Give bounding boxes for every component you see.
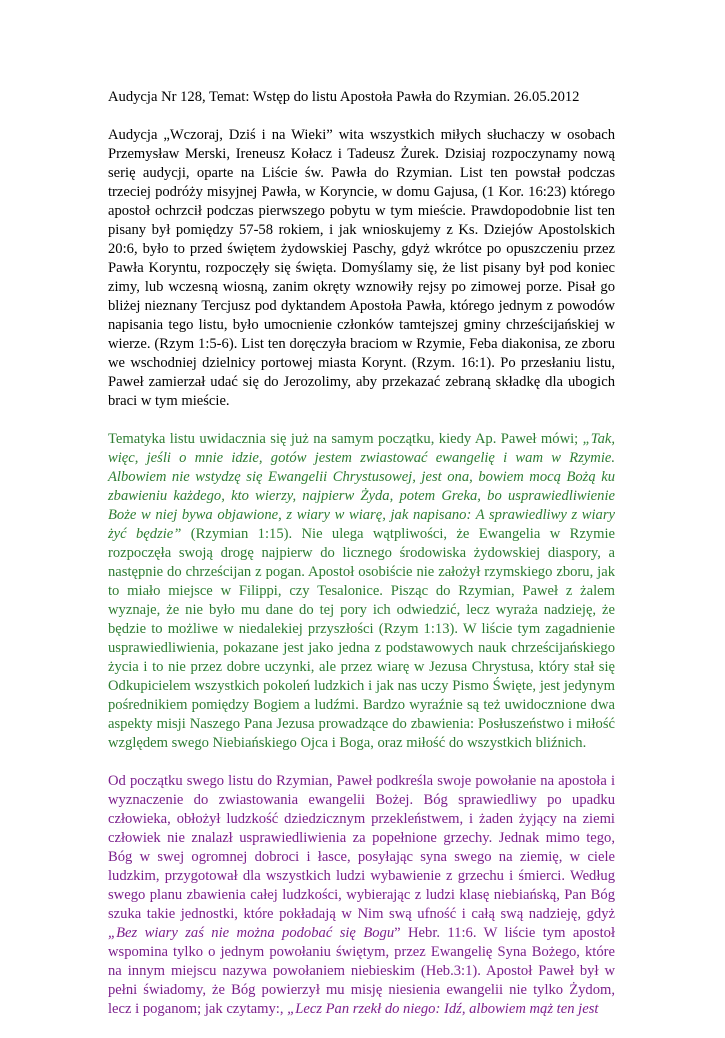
scripture-quote-hebrews: „Bez wiary zaś nie można podobać się Bogu xyxy=(108,925,395,941)
paragraph-theme xyxy=(108,430,615,753)
scripture-quote-romans: „Tak, więc, jeśli o mnie idzie, gotów jestem zwiastować ewangelię i wam w Rzymie. Albowiem nie wstydzę się Ewangelii Chrystusowej, jest ona, bowiem mocą Bożą ku zbawieniu każdego, kto wierzy, najpierw Żyda, potem Greka, bo usprawiedliwienie Boże w niej bywa objawione, z wiary w wiarę, jak napisano: A sprawiedliwy z wiary żyć będzie” xyxy=(108,431,615,542)
document-page xyxy=(108,88,615,1038)
scripture-quote-acts: „Lecz Pan rzekł do niego: Idź, albowiem mąż ten jest xyxy=(287,1001,599,1017)
paragraph-theme-text-1: Tematyka listu uwidacznia się już na samym początku, kiedy Ap. Paweł mówi; xyxy=(108,431,583,447)
paragraph-intro: Audycja „Wczoraj, Dziś i na Wieki” wita wszystkich miłych słuchaczy w osobach Przemysław Merski, Ireneusz Kołacz i Tadeusz Żurek. Dzisiaj rozpoczynamy nową serię audycji, oparte na Liście św. Pawła do Rzymian. List ten powstał podczas trzeciej podróży misyjnej Pawła, w Koryncie, w domu Gajusa, (1 Kor. 16:23) którego apostoł ochrzcił podczas pierwszego pobytu w tym mieście. Prawdopodobnie list ten pisany był pomiędzy 57-58 rokiem, i jak wnioskujemy z Ks. Dziejów Apostolskich 20:6, było to przed świętem żydowskiej Paschy, gdyż wkrótce po opuszczeniu przez Pawła Koryntu, rozpoczęły się święta. Domyślamy się, że list pisany był pod koniec zimy, lub wczesną wiosną, zanim okręty wznowiły rejsy po zimowej porze. Pisał go bliżej nieznany Tercjusz pod dyktandem Apostoła Pawła, którego jednym z powodów napisania tego listu, było umocnienie członków tamtejszej gminy chrześcijańskiej w wierze. (Rzym 1:5-6). List ten doręczyła braciom w Rzymie, Feba diakonisa, ze zboru we wschodniej dzielnicy portowej miasta Korynt. (Rzym. 16:1). Po przesłaniu listu, Paweł zamierzał udać się do Jerozolimy, aby przekazać zebraną składkę dla ubogich braci w tym mieście. xyxy=(108,127,615,409)
paragraph-calling-text-2: ” Hebr. 11:6. W liście tym apostoł wspomina tylko o jednym powołaniu świętym, przez Ewangelię Syna Bożego, które na innym miejscu nazywa powołaniem niebieskim (Heb.3:1). Apostoł Paweł był w pełni świadomy, że Bóg powierzył mu misję niesienia ewangelii nie tylko Żydom, lecz i poganom; jak czytamy:, xyxy=(108,925,615,1017)
paragraph-theme-text-2: (Rzymian 1:15). Nie ulega wątpliwości, że Ewangelia w Rzymie rozpoczęła swoją drogę najpierw do licznego środowiska żydowskiej diaspory, a następnie do chrześcijan z pogan. Apostoł osobiście nie założył rzymskiego zboru, jak to miało miejsce w Filippi, czy Tesalonice. Pisząc do Rzymian, Paweł z żalem wyznaje, że nie było mu dane do tej pory ich odwiedzić, lecz wyraża nadzieję, że będzie to możliwe w niedalekiej przyszłości (Rzym 1:13). W liście tym zagadnienie usprawiedliwienia, pokazane jest jako jedna z podstawowych nauk chrześcijańskiego życia i to nie przez dobre uczynki, ale przez wiarę w Jezusa Chrystusa, który stał się Odkupicielem wszystkich pokoleń ludzkich i jak nas uczy Pismo Święte, jest jedynym pośrednikiem pomiędzy Bogiem a ludźmi. Bardzo wyraźnie są też uwidocznione dwa aspekty misji Naszego Pana Jezusa prowadzące do zbawienia: Posłuszeństwo i miłość względem swego Niebiańskiego Ojca i Boga, oraz miłość do wszystkich bliźnich. xyxy=(108,526,615,751)
document-title: Audycja Nr 128, Temat: Wstęp do listu Apostoła Pawła do Rzymian. 26.05.2012 xyxy=(108,89,580,105)
paragraph-calling xyxy=(108,772,615,1019)
paragraph-calling-text-1: Od początku swego listu do Rzymian, Paweł podkreśla swoje powołanie na apostoła i wyznaczenie do zwiastowania ewangelii Bożej. Bóg sprawiedliwy po upadku człowieka, obłożył ludzkość dziedzicznym przekleństwem, i żaden żyjący na ziemi człowiek nie znalazł usprawiedliwienia za popełnione grzechy. Jednak mimo tego, Bóg w swej ogromnej dobroci i łasce, posyłając syna swego na ziemię, w ciele ludzkim, przygotował dla wszystkich ludzi wybawienie z grzechu i śmierci. Według swego planu zbawienia całej ludzkości, wybierając z ludzi klasę niebiańską, Pan Bóg szuka takie jednostki, które pokładają w Nim swą ufność i całą swą nadzieję, gdyż xyxy=(108,773,615,922)
